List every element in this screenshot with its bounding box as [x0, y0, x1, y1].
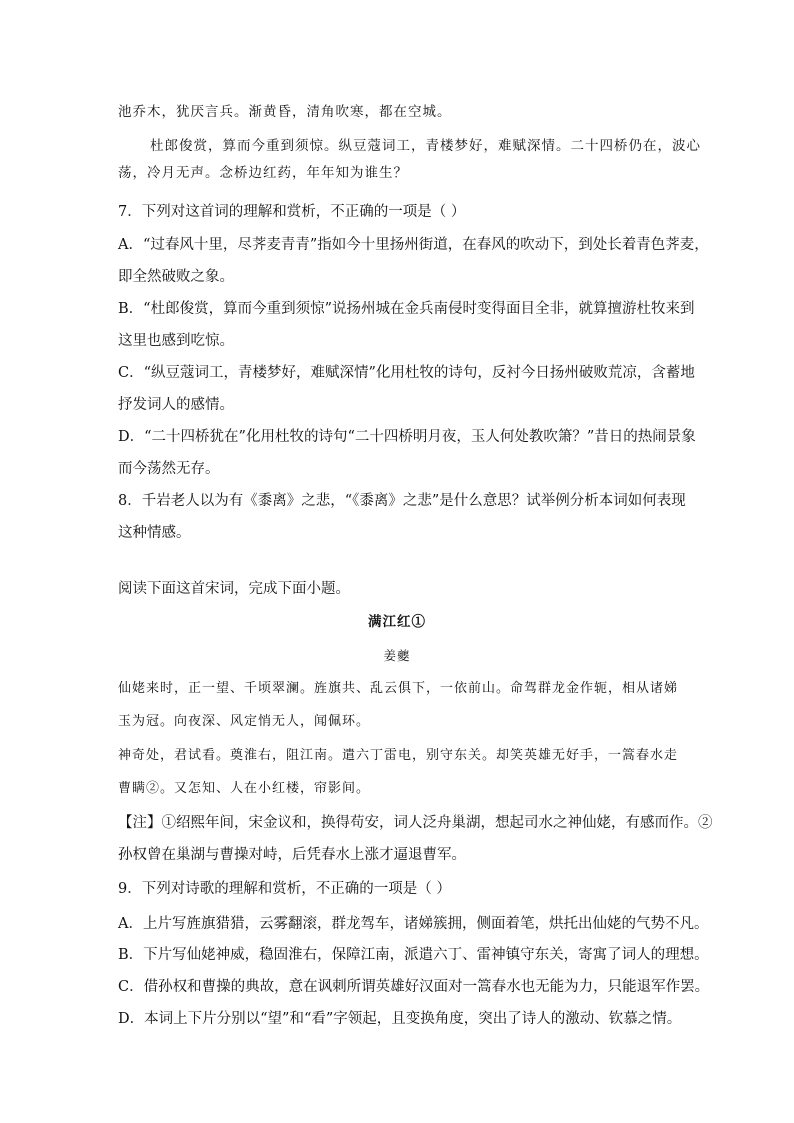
annotation-line-1: 【注】①绍熙年间，宋金议和，换得苟安，词人泛舟巢湖，想起司水之神仙姥，有感而作。② [118, 815, 713, 831]
question-7-option-b-line-2: 这里也感到吃惊。 [118, 333, 234, 349]
question-8-line-2: 这种情感。 [118, 525, 191, 541]
poem2-line-2: 玉为冠。向夜深、风定悄无人，闻佩环。 [118, 714, 371, 729]
question-7-stem: 7．下列对这首词的理解和赏析，不正确的一项是（ ） [118, 204, 466, 220]
question-8-line-1: 8．千岩老人以为有《黍离》之悲，“《黍离》之悲”是什么意思？试举例分析本词如何表现 [118, 493, 686, 509]
question-9-option-b: B．下片写仙姥神威，稳固淮右，保障江南，派遣六丁、雷神镇守东关，寄寓了词人的理想。 [118, 947, 709, 963]
annotation-line-2: 孙权曾在巢湖与曹操对峙，后凭春水上涨才逼退曹军。 [118, 847, 466, 863]
question-7-option-a-line-1: A．“过春风十里，尽荠麦青青”指如今十里扬州街道，在春风的吹动下，到处长着青色荠麦， [118, 237, 709, 253]
question-9-option-c: C．借孙权和曹操的典故，意在讽刺所谓英雄好汉面对一篙春水也无能为力，只能退军作罢。 [118, 979, 710, 995]
question-7-option-c-line-1: C．“纵豆蔻词工，青楼梦好，难赋深情”化用杜牧的诗句，反衬今日扬州破败荒凉，含蓄地 [118, 365, 695, 381]
question-7-option-d-line-1: D．“二十四桥犹在”化用杜牧的诗句“二十四桥明月夜，玉人何处教吹箫？”昔日的热闹景象 [118, 429, 696, 445]
poem2-title: 满江红① [368, 614, 426, 630]
poem1-line-1: 池乔木，犹厌言兵。渐黄昏，清角吹寒，都在空城。 [118, 104, 452, 120]
poem2-author: 姜夔 [383, 648, 411, 663]
poem1-line-2: 杜郎俊赏，算而今重到须惊。纵豆蔻词工，青楼梦好，难赋深情。二十四桥仍在，波心 [150, 138, 701, 154]
question-7-option-d-line-2: 而今荡然无存。 [118, 461, 220, 477]
poem2-line-4: 曹瞒②。又怎知、人在小红楼，帘影间。 [118, 781, 371, 796]
poem1-line-3: 荡，冷月无声。念桥边红药，年年知为谁生？ [118, 165, 408, 181]
reading-intro: 阅读下面这首宋词，完成下面小题。 [118, 581, 350, 597]
question-7-option-a-line-2: 即全然破败之象。 [118, 269, 234, 285]
poem2-line-1: 仙姥来时，正一望、千顷翠澜。旌旗共、乱云俱下，一依前山。命驾群龙金作轭，相从诸娣 [118, 681, 679, 696]
question-7-option-c-line-2: 抒发词人的感情。 [118, 397, 234, 413]
question-9-stem: 9．下列对诗歌的理解和赏析，不正确的一项是（ ） [118, 881, 451, 897]
poem2-line-3: 神奇处，君试看。奠淮右，阻江南。遣六丁雷电，别守东关。却笑英雄无好手，一篙春水走 [118, 748, 679, 763]
question-9-option-d: D．本词上下片分别以“望”和“看”字领起，且变换角度，突出了诗人的激动、钦慕之情。 [118, 1011, 682, 1027]
question-9-option-a: A．上片写旌旗猎猎，云雾翻滚，群龙驾车，诸娣簇拥，侧面着笔，烘托出仙姥的气势不凡。 [118, 916, 709, 932]
question-7-option-b-line-1: B．“杜郎俊赏，算而今重到须惊”说扬州城在金兵南侵时变得面目全非，就算擅游杜牧来到 [118, 301, 695, 317]
